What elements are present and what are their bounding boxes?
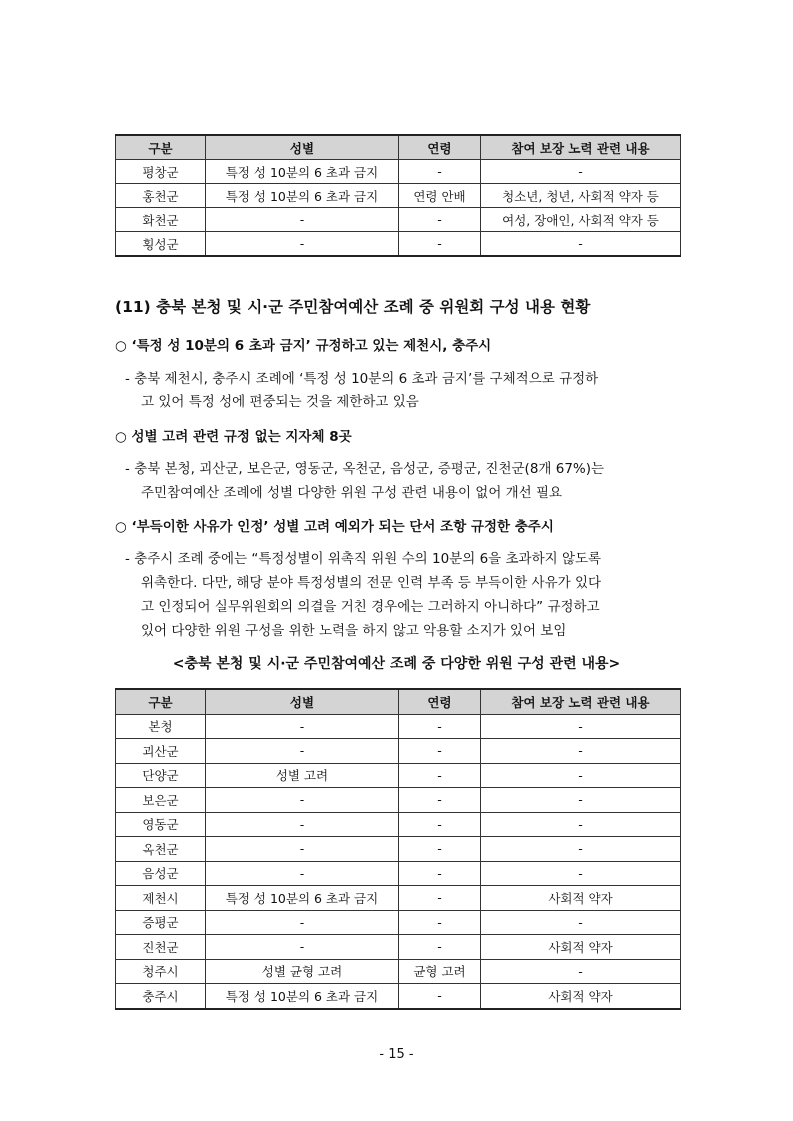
table-row xyxy=(116,812,681,837)
bullet-body-line: - 충북 본청, 괴산군, 보은군, 영동군, 옥천군, 음성군, 증평군, 진천군(8개 67%)는 xyxy=(125,461,605,477)
cell-participation: - xyxy=(481,837,681,862)
cell-gender: - xyxy=(206,812,399,837)
cell-participation: 사회적 약자 xyxy=(481,984,681,1009)
cell-age: 연령 안배 xyxy=(399,184,481,208)
cell-gender: - xyxy=(206,739,399,764)
cell-age: - xyxy=(399,232,481,257)
cell-participation: - xyxy=(481,714,681,739)
cell-age: - xyxy=(399,935,481,960)
bullet-body-line: 위촉한다. 다만, 해당 분야 특정성별의 전문 인력 부족 등 부득이한 사유가 있다 xyxy=(141,575,602,591)
cell-region: 옥천군 xyxy=(116,837,206,862)
cell-region: 충주시 xyxy=(116,984,206,1009)
cell-gender: - xyxy=(206,935,399,960)
cell-region: 횡성군 xyxy=(116,232,206,257)
cell-participation: - xyxy=(481,739,681,764)
cell-participation: - xyxy=(481,910,681,935)
table-row xyxy=(116,232,681,257)
table-row xyxy=(116,788,681,813)
table-row xyxy=(116,984,681,1009)
cell-gender: - xyxy=(206,208,399,232)
table-row xyxy=(116,160,681,184)
cell-age: - xyxy=(399,739,481,764)
header-participation: 참여 보장 노력 관련 내용 xyxy=(481,135,681,160)
cell-gender: 특정 성 10분의 6 초과 금지 xyxy=(206,984,399,1009)
table-row xyxy=(116,739,681,764)
cell-gender: - xyxy=(206,788,399,813)
cell-participation: - xyxy=(481,861,681,886)
table-row xyxy=(116,184,681,208)
header-category: 구분 xyxy=(116,135,206,160)
cell-age: - xyxy=(399,788,481,813)
section-heading: (11) 충북 본청 및 시·군 주민참여예산 조례 중 위원회 구성 내용 현황 xyxy=(115,298,591,316)
bullet-body-line: - 충주시 조례 중에는 “특정성별이 위촉직 위원 수의 10분의 6을 초과하지 않도록 xyxy=(125,551,602,567)
cell-region: 진천군 xyxy=(116,935,206,960)
cell-age: - xyxy=(399,910,481,935)
table-row xyxy=(116,714,681,739)
cell-gender: 성별 균형 고려 xyxy=(206,959,399,984)
table-row xyxy=(116,208,681,232)
region-table-gangwon xyxy=(115,134,681,257)
cell-age: - xyxy=(399,886,481,911)
cell-age: - xyxy=(399,984,481,1009)
cell-region: 단양군 xyxy=(116,763,206,788)
table-row xyxy=(116,935,681,960)
table-caption: <충북 본청 및 시·군 주민참여예산 조례 중 다양한 위원 구성 관련 내용> xyxy=(172,656,621,672)
cell-participation: - xyxy=(481,232,681,257)
table-header-row xyxy=(116,135,681,160)
cell-age: - xyxy=(399,837,481,862)
cell-region: 증평군 xyxy=(116,910,206,935)
cell-gender: 특정 성 10분의 6 초과 금지 xyxy=(206,886,399,911)
cell-gender: 특정 성 10분의 6 초과 금지 xyxy=(206,160,399,184)
cell-gender: 성별 고려 xyxy=(206,763,399,788)
cell-participation: - xyxy=(481,160,681,184)
cell-region: 청주시 xyxy=(116,959,206,984)
cell-participation: - xyxy=(481,788,681,813)
cell-gender: - xyxy=(206,861,399,886)
cell-region: 화천군 xyxy=(116,208,206,232)
region-table-chungbuk xyxy=(115,688,681,1010)
cell-age: 균형 고려 xyxy=(399,959,481,984)
header-gender: 성별 xyxy=(206,689,399,714)
cell-participation: - xyxy=(481,763,681,788)
header-participation: 참여 보장 노력 관련 내용 xyxy=(481,689,681,714)
cell-participation: 청소년, 청년, 사회적 약자 등 xyxy=(481,184,681,208)
bullet-title: ○ 성별 고려 관련 규정 없는 지자체 8곳 xyxy=(115,429,352,445)
table-header-row xyxy=(116,689,681,714)
bullet-body-line: 주민참여예산 조례에 성별 다양한 위원 구성 관련 내용이 없어 개선 필요 xyxy=(141,485,563,501)
header-age: 연령 xyxy=(399,135,481,160)
header-age: 연령 xyxy=(399,689,481,714)
cell-age: - xyxy=(399,208,481,232)
table-row xyxy=(116,910,681,935)
cell-participation: 여성, 장애인, 사회적 약자 등 xyxy=(481,208,681,232)
bullet-title: ○ ‘특정 성 10분의 6 초과 금지’ 규정하고 있는 제천시, 충주시 xyxy=(115,338,492,354)
cell-region: 평창군 xyxy=(116,160,206,184)
cell-region: 영동군 xyxy=(116,812,206,837)
table-row xyxy=(116,959,681,984)
cell-participation: - xyxy=(481,812,681,837)
cell-age: - xyxy=(399,812,481,837)
cell-region: 보은군 xyxy=(116,788,206,813)
bullet-body-line: - 충북 제천시, 충주시 조례에 ‘특정 성 10분의 6 초과 금지’를 구체적으로 규정하 xyxy=(125,371,599,387)
cell-gender: 특정 성 10분의 6 초과 금지 xyxy=(206,184,399,208)
bullet-title: ○ ‘부득이한 사유가 인정’ 성별 고려 예외가 되는 단서 조항 규정한 충주시 xyxy=(115,519,554,535)
cell-region: 음성군 xyxy=(116,861,206,886)
cell-gender: - xyxy=(206,714,399,739)
table-row xyxy=(116,886,681,911)
bullet-body-line: 있어 다양한 위원 구성을 위한 노력을 하지 않고 악용할 소지가 있어 보임 xyxy=(141,623,567,639)
cell-gender: - xyxy=(206,232,399,257)
table-row xyxy=(116,763,681,788)
cell-age: - xyxy=(399,763,481,788)
bullet-body-line: 고 있어 특정 성에 편중되는 것을 제한하고 있음 xyxy=(141,394,419,410)
header-category: 구분 xyxy=(116,689,206,714)
cell-gender: - xyxy=(206,910,399,935)
cell-region: 홍천군 xyxy=(116,184,206,208)
cell-region: 본청 xyxy=(116,714,206,739)
cell-age: - xyxy=(399,861,481,886)
header-gender: 성별 xyxy=(206,135,399,160)
cell-gender: - xyxy=(206,837,399,862)
cell-participation: - xyxy=(481,959,681,984)
bullet-body-line: 고 인정되어 실무위원회의 의결을 거친 경우에는 그러하지 아니하다” 규정하고 xyxy=(141,599,600,615)
cell-participation: 사회적 약자 xyxy=(481,935,681,960)
cell-age: - xyxy=(399,160,481,184)
cell-region: 괴산군 xyxy=(116,739,206,764)
table-row xyxy=(116,861,681,886)
cell-region: 제천시 xyxy=(116,886,206,911)
cell-age: - xyxy=(399,714,481,739)
page-number: - 15 - xyxy=(379,1047,414,1062)
cell-participation: 사회적 약자 xyxy=(481,886,681,911)
table-row xyxy=(116,837,681,862)
